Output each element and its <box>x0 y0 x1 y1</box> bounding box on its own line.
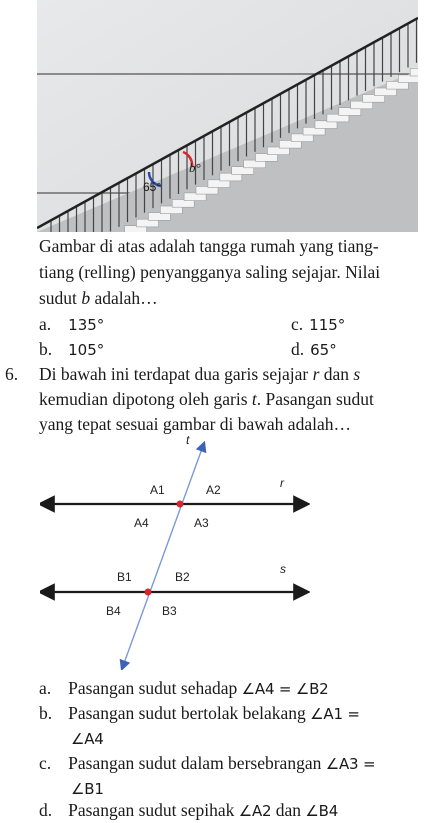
q6-var-s: s <box>353 364 361 384</box>
option-value: 135° <box>68 316 105 334</box>
option-value: 105° <box>68 341 105 359</box>
label-r: r <box>280 476 284 490</box>
option-expr: ∠A4 = ∠B2 <box>241 680 329 698</box>
q6-stem-line3: yang tepat sesuai gambar di bawah adalah… <box>39 414 351 434</box>
option-expr: ∠A2 <box>238 802 272 820</box>
option-text: dan <box>271 800 306 820</box>
label-A3: A3 <box>194 516 209 530</box>
q5-stem-text: sudut <box>39 288 82 308</box>
option-letter: b. <box>39 703 53 723</box>
intersection-point-a <box>177 501 184 508</box>
option-expr: ∠A1 = <box>310 705 360 723</box>
q5-option-d[interactable] <box>291 337 337 362</box>
q6-option-c[interactable] <box>39 751 375 776</box>
q6-stem-line2 <box>39 387 374 411</box>
option-letter: d. <box>39 800 53 820</box>
q5-stem-line1: Gambar di atas adalah tangga rumah yang tiang- <box>39 236 379 256</box>
q5-var-b: b <box>81 288 91 308</box>
option-letter: c. <box>39 753 52 773</box>
q6-text: . Pasangan sudut <box>256 389 374 409</box>
label-B3: B3 <box>162 604 177 618</box>
label-B2: B2 <box>175 570 190 584</box>
q6-var-r: r <box>312 364 320 384</box>
q6-text: Di bawah ini terdapat dua garis sejajar <box>39 364 313 384</box>
option-expr-cont: ∠A4 <box>71 730 104 748</box>
angle-b-label: b° <box>189 160 201 175</box>
q6-stem-line1 <box>39 362 360 386</box>
stair-step <box>410 68 418 76</box>
option-letter: b. <box>39 339 53 359</box>
label-A2: A2 <box>206 483 221 497</box>
q5-option-b[interactable] <box>39 337 104 362</box>
parallel-lines-diagram <box>40 432 310 670</box>
label-B1: B1 <box>117 570 132 584</box>
q5-stem-text-end: adalah… <box>90 288 158 308</box>
option-letter: a. <box>39 314 52 334</box>
label-A1: A1 <box>150 483 165 497</box>
option-value: 115° <box>309 316 346 334</box>
label-A4: A4 <box>134 516 149 530</box>
q6-var-t: t <box>251 389 257 409</box>
label-s: s <box>280 562 286 576</box>
q6-text: dan <box>319 364 354 384</box>
option-value: 65° <box>310 341 337 359</box>
q6-number: 6. <box>5 364 19 384</box>
option-text: Pasangan sudut bertolak belakang <box>68 703 311 723</box>
staircase-illustration <box>37 0 418 232</box>
option-letter: d. <box>291 339 305 359</box>
option-text: Pasangan sudut dalam bersebrangan <box>68 753 326 773</box>
q6-option-b-cont <box>71 726 104 751</box>
q6-option-d[interactable] <box>39 798 338 823</box>
q6-option-b[interactable] <box>39 701 360 726</box>
staircase-photo <box>37 0 418 232</box>
option-expr-cont: ∠B1 <box>71 780 104 798</box>
option-expr: ∠B4 <box>305 802 339 820</box>
q5-option-c[interactable] <box>291 312 345 337</box>
label-B4: B4 <box>106 604 121 618</box>
option-expr: ∠A3 = <box>325 755 376 773</box>
q5-stem-line2 <box>39 260 380 284</box>
q6-text: kemudian dipotong oleh garis <box>39 389 252 409</box>
option-text: Pasangan sudut sehadap <box>68 678 242 698</box>
intersection-point-b <box>145 589 152 596</box>
label-t: t <box>186 433 190 447</box>
angle-65-label: 65° <box>143 180 162 194</box>
option-text: Pasangan sudut sepihak <box>68 800 239 820</box>
q6-option-a[interactable] <box>39 676 329 701</box>
q5-option-a[interactable] <box>39 312 104 337</box>
line-t <box>123 446 203 666</box>
option-letter: c. <box>291 314 304 334</box>
option-letter: a. <box>39 678 52 698</box>
q5-stem-line2-text: tiang (relling) penyangganya saling sejajar. Nilai <box>39 262 381 282</box>
q5-stem-line3 <box>39 286 158 310</box>
